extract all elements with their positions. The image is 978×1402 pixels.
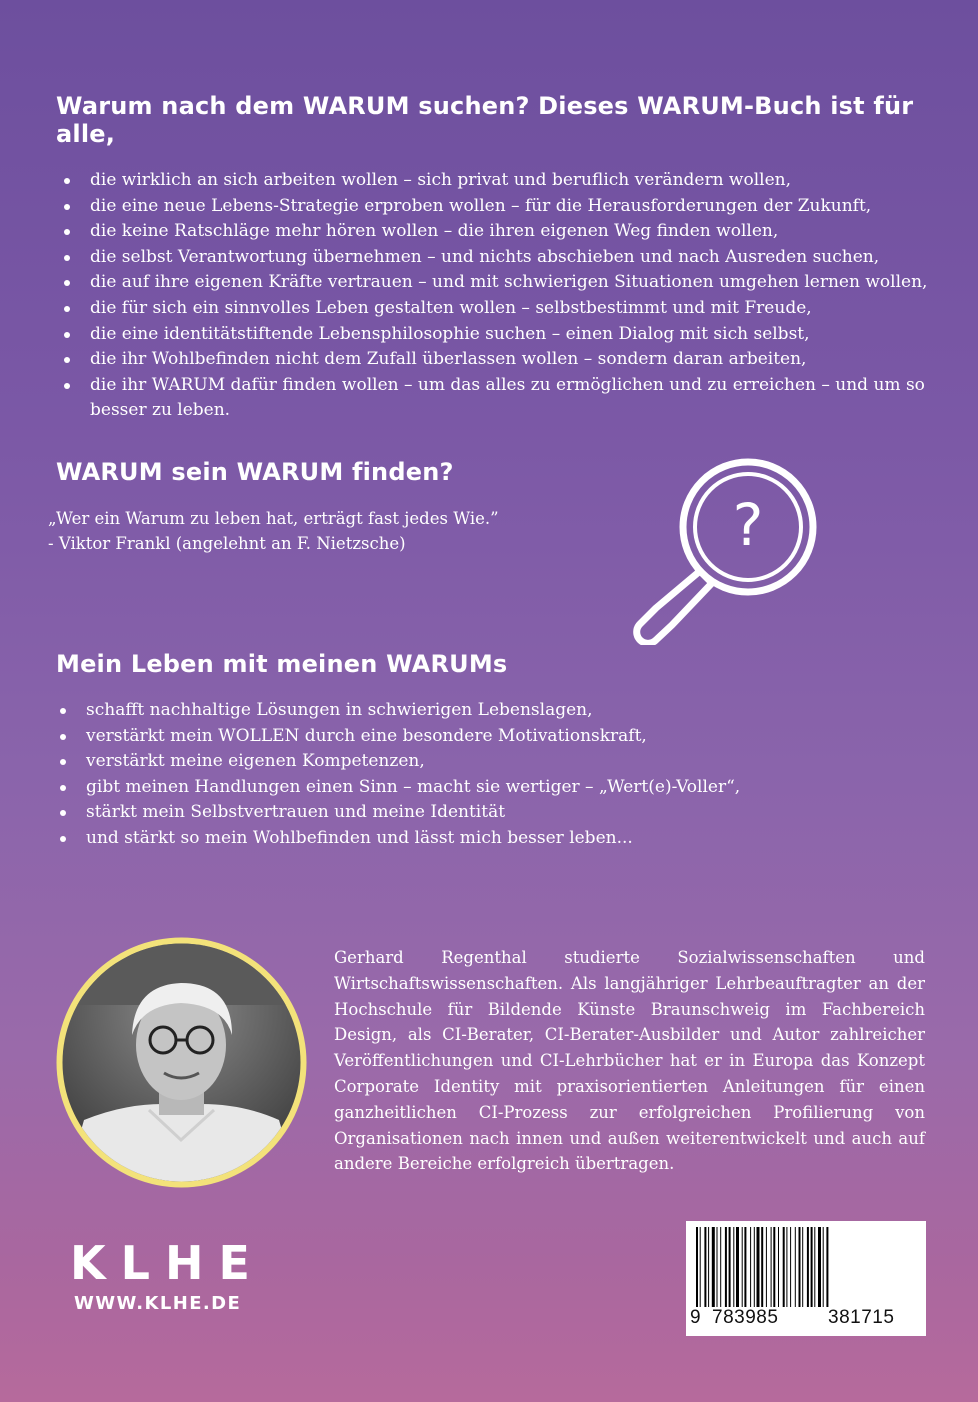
list-item: die eine neue Lebens-Strategie erproben wollen – für die Herausforderungen der Zukunft, <box>54 194 956 220</box>
benefits-list <box>56 698 916 852</box>
bullet-icon <box>60 708 66 714</box>
bullet-icon <box>60 836 66 842</box>
list-item: stärkt mein Selbstvertrauen und meine Identität <box>56 800 916 826</box>
bullet-icon <box>64 357 70 363</box>
barcode-bar <box>744 1227 746 1307</box>
barcode-bar <box>742 1227 743 1307</box>
quote-heading: WARUM sein WARUM finden? <box>56 458 454 486</box>
list-item: die selbst Verantwortung übernehmen – und nichts abschieben und nach Ausreden suchen, <box>54 245 956 271</box>
list-item: gibt meinen Handlungen einen Sinn – macht sie wertiger – „Wert(e)-Voller“, <box>56 775 916 801</box>
list-item: die eine identitätstiftende Lebensphilosophie suchen – einen Dialog mit sich selbst, <box>54 322 956 348</box>
barcode-bar <box>773 1227 775 1307</box>
barcode-bar <box>786 1227 787 1307</box>
bullet-icon <box>64 280 70 286</box>
list-item: die keine Ratschläge mehr hören wollen – die ihren eigenen Weg finden wollen, <box>54 219 956 245</box>
quote-block <box>48 506 588 556</box>
list-item: schafft nachhaltige Lösungen in schwierigen Lebenslagen, <box>56 698 916 724</box>
author-bio: Gerhard Regenthal studierte Sozialwissenschaften und Wirtschaftswissenschaften. Als langjähriger Lehrbeauftragter an der Hochschule für Bildende Künste Braunschweig im Fachbereich Design, als CI-Berater, CI-Berater-Ausbilder und Autor zahlreicher Veröffentlichungen und CI-Lehrbücher hat er in Europa das Konzept Corporate Identity mit praxisorientierten Anleitungen für einen ganzheitlichen CI-Prozess zur erfolgreichen Profilierung von Organisationen nach innen und außen weiterentwickelt und auch auf andere Bereiche erfolgreich übertragen. <box>334 948 925 1174</box>
barcode-bar <box>766 1227 767 1307</box>
bullet-icon <box>64 332 70 338</box>
bullet-icon <box>60 810 66 816</box>
intro-heading: Warum nach dem WARUM suchen? Dieses WARUM-Buch ist für alle, <box>56 92 914 148</box>
intro-section <box>56 92 956 424</box>
list-item: und stärkt so mein Wohlbefinden und lässt mich besser leben... <box>56 826 916 852</box>
barcode-bar <box>757 1227 760 1307</box>
bullet-icon <box>64 255 70 261</box>
bullet-icon <box>64 229 70 235</box>
list-item: die wirklich an sich arbeiten wollen – sich privat und beruflich verändern wollen, <box>54 168 956 194</box>
bullet-icon <box>64 204 70 210</box>
quote-text: „Wer ein Warum zu leben hat, erträgt fast jedes Wie.” <box>48 509 499 528</box>
barcode-bar <box>754 1227 755 1307</box>
barcode-bar <box>700 1227 701 1307</box>
barcode-bar <box>704 1227 706 1307</box>
barcode-bar <box>790 1227 791 1307</box>
barcode-bar <box>814 1227 815 1307</box>
barcode-bar <box>708 1227 709 1307</box>
barcode-bar <box>696 1227 698 1307</box>
barcode-bar <box>799 1227 801 1307</box>
barcode-bar <box>761 1227 763 1307</box>
benefits-section <box>56 650 916 852</box>
bullet-icon <box>60 785 66 791</box>
question-mark-glyph: ? <box>732 491 764 559</box>
isbn-barcode <box>686 1221 926 1336</box>
barcode-bar <box>826 1227 828 1307</box>
author-photo <box>54 935 309 1190</box>
barcode-bar <box>720 1227 721 1307</box>
barcode-bar <box>778 1227 779 1307</box>
barcode-bar <box>807 1227 809 1307</box>
barcode-bars <box>696 1227 914 1307</box>
publisher-logo: KLHE <box>70 1236 265 1290</box>
bullet-icon <box>60 759 66 765</box>
barcode-group2: 381715 <box>828 1307 895 1328</box>
list-item: verstärkt meine eigenen Kompetenzen, <box>56 749 916 775</box>
magnifier-question-icon <box>600 455 850 645</box>
quote-attribution: - Viktor Frankl (angelehnt an F. Nietzsche) <box>48 534 406 553</box>
barcode-prefix: 9 <box>690 1307 702 1328</box>
barcode-bar <box>818 1227 821 1307</box>
barcode-bar <box>733 1227 734 1307</box>
list-item: die ihr Wohlbefinden nicht dem Zufall überlassen wollen – sondern daran arbeiten, <box>54 347 956 373</box>
list-item: die ihr WARUM dafür finden wollen – um das alles zu ermöglichen und zu erreichen – und um so besser zu leben. <box>54 373 956 424</box>
publisher-url[interactable]: WWW.KLHE.DE <box>74 1293 242 1314</box>
benefits-heading: Mein Leben mit meinen WARUMs <box>56 650 508 678</box>
list-item: die auf ihre eigenen Kräfte vertrauen – und mit schwierigen Situationen umgehen lernen wollen, <box>54 270 956 296</box>
bullet-icon <box>60 734 66 740</box>
intro-list <box>54 168 956 424</box>
barcode-bar <box>823 1227 824 1307</box>
barcode-bar <box>729 1227 731 1307</box>
bullet-icon <box>64 383 70 389</box>
barcode-bar <box>783 1227 785 1307</box>
list-item: die für sich ein sinnvolles Leben gestalten wollen – selbstbestimmt und mit Freude, <box>54 296 956 322</box>
barcode-bar <box>771 1227 772 1307</box>
barcode-bar <box>750 1227 751 1307</box>
barcode-group1: 783985 <box>712 1307 779 1328</box>
bullet-icon <box>64 178 70 184</box>
list-item: verstärkt mein WOLLEN durch eine besondere Motivationskraft, <box>56 724 916 750</box>
barcode-bar <box>811 1227 813 1307</box>
barcode-bar <box>712 1227 715 1307</box>
barcode-bar <box>725 1227 727 1307</box>
quote-section <box>56 458 576 486</box>
barcode-bar <box>717 1227 718 1307</box>
bullet-icon <box>64 306 70 312</box>
barcode-bar <box>795 1227 796 1307</box>
barcode-bar <box>802 1227 803 1307</box>
barcode-bar <box>736 1227 739 1307</box>
